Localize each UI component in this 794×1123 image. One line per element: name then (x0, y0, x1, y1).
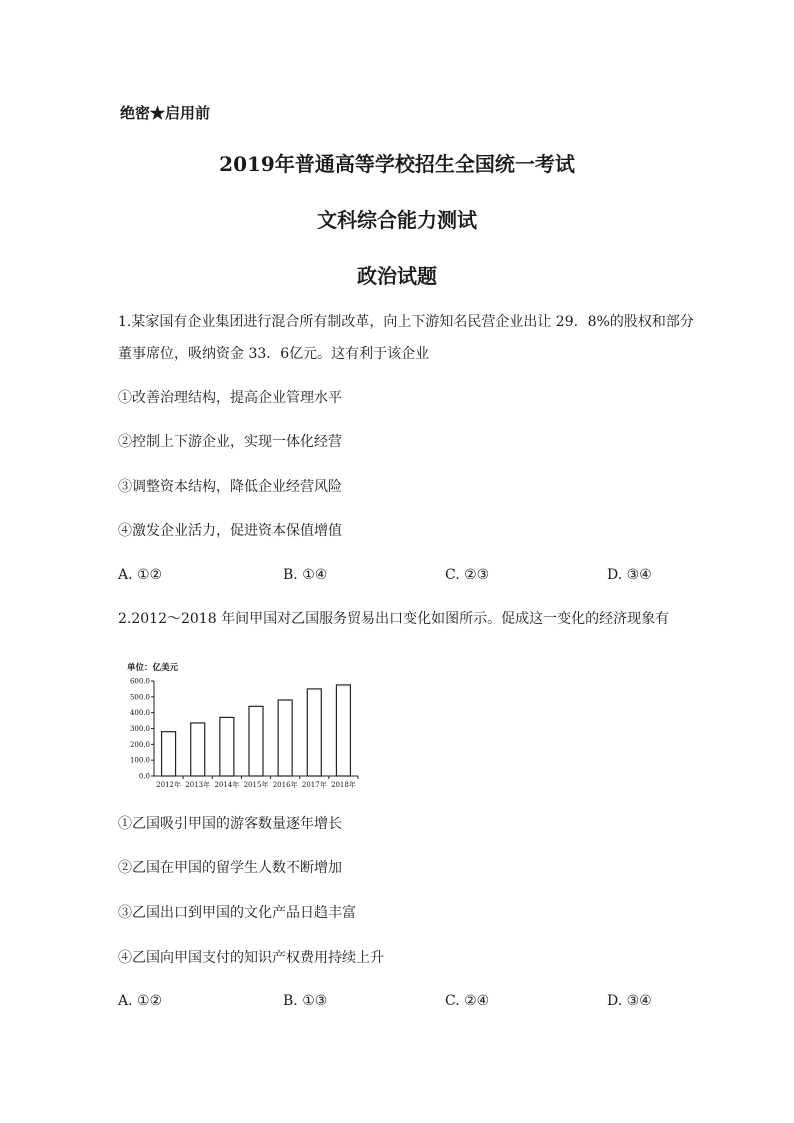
x-tick-group (156, 776, 358, 789)
chart-unit-label: 单位：亿美元 (127, 663, 179, 673)
section-title: 政治试题 (357, 264, 437, 288)
question-1-option-b: B. ①④ (283, 567, 328, 583)
question-2-item-1: ①乙国吸引甲国的游客数量逐年增长 (118, 816, 342, 832)
x-tick-label: 2016年 (272, 781, 298, 789)
question-1-option-a: A. ①② (118, 567, 163, 583)
bar-2015年 (249, 706, 263, 776)
y-tick-label: 400.0 (129, 709, 150, 718)
bar-2013年 (191, 723, 205, 776)
secret-mark: 绝密★启用前 (120, 104, 211, 122)
question-2-option-c: C. ②④ (445, 993, 490, 1009)
y-tick-label: 300.0 (129, 725, 150, 733)
bar-2016年 (278, 700, 292, 776)
bar-2018年 (336, 685, 350, 776)
question-2-option-d: D. ③④ (607, 993, 652, 1009)
bar-group (162, 685, 351, 776)
x-tick-label: 2014年 (214, 781, 240, 789)
bar-2012年 (162, 732, 176, 776)
question-2-item-2: ②乙国在甲国的留学生人数不断增加 (118, 860, 342, 876)
exam-title: 2019年普通高等学校招生全国统一考试 (219, 152, 575, 176)
question-2-option-a: A. ①② (118, 993, 163, 1009)
y-tick-label: 500.0 (129, 693, 150, 702)
bar-2017年 (307, 689, 321, 776)
x-tick-label: 2012年 (156, 781, 181, 789)
question-2-option-b: B. ①③ (283, 993, 328, 1009)
y-tick-label: 600.0 (129, 677, 150, 686)
question-1-option-d: D. ③④ (607, 567, 652, 583)
x-tick-label: 2015年 (243, 781, 269, 789)
question-1-item-2: ②控制上下游企业，实现一体化经营 (118, 434, 342, 450)
question-1-stem-line-1: 1.某家国有企业集团进行混合所有制改革，向上下游知名民营企业出让 29．8%的股权和部分 (118, 314, 694, 330)
question-1-stem-line-2: 董事席位，吸纳资金 33．6亿元。这有利于该企业 (118, 346, 430, 362)
question-2-item-4: ④乙国向甲国支付的知识产权费用持续上升 (118, 950, 384, 966)
subject-title: 文科综合能力测试 (317, 208, 477, 232)
question-1-item-1: ①改善治理结构，提高企业管理水平 (118, 390, 342, 406)
y-tick-label: 100.0 (129, 756, 150, 765)
y-tick-label: 0.0 (138, 772, 150, 781)
export-bar-chart (118, 656, 368, 796)
y-tick-group (130, 678, 154, 781)
x-tick-label: 2017年 (301, 781, 327, 789)
question-2-item-3: ③乙国出口到甲国的文化产品日趋丰富 (118, 905, 356, 921)
question-1-item-3: ③调整资本结构，降低企业经营风险 (118, 479, 342, 495)
question-1-option-c: C. ②③ (445, 567, 490, 583)
x-tick-label: 2018年 (331, 781, 356, 789)
bar-2014年 (220, 717, 234, 776)
question-2-stem-line-1: 2.2012～2018 年间甲国对乙国服务贸易出口变化如图所示。促成这一变化的经济现象有 (118, 611, 670, 627)
question-1-item-4: ④激发企业活力，促进资本保值增值 (118, 523, 342, 539)
x-tick-label: 2013年 (185, 781, 211, 789)
y-tick-label: 200.0 (129, 740, 150, 749)
